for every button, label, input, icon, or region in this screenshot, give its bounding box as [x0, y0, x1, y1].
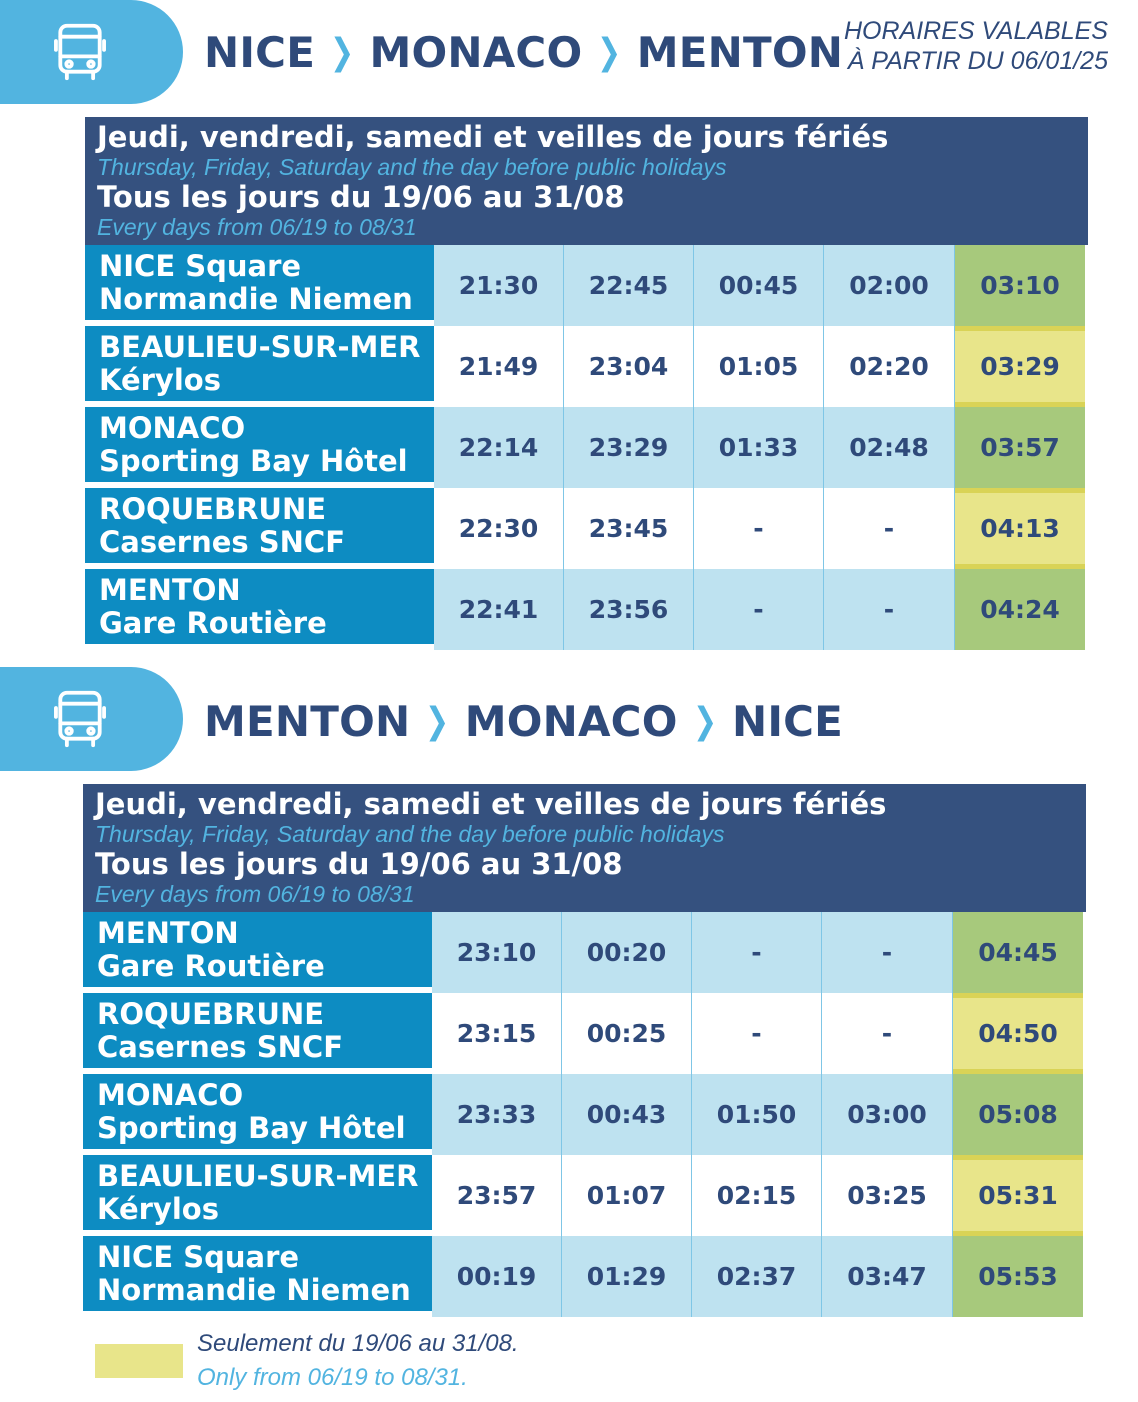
period-label-fr: Tous les jours du 19/06 au 31/08 [97, 180, 625, 214]
departure-time: 22:41 [434, 569, 564, 650]
stop-name [85, 569, 434, 650]
stop-name-line-1: MENTON [97, 915, 239, 950]
stop-name-line-1: NICE Square [97, 1239, 300, 1274]
departure-time: 01:29 [562, 1236, 692, 1317]
departure-time: 23:15 [432, 993, 562, 1074]
departure-time: - [694, 488, 824, 569]
departure-time: 23:45 [564, 488, 694, 569]
departure-time-seasonal: 05:31 [953, 1155, 1083, 1236]
stop-name-line-1: MONACO [99, 410, 246, 445]
chevron-right-icon: ❯ [425, 701, 450, 742]
departure-time-seasonal: 04:13 [955, 488, 1085, 569]
stop-name-line-1: BEAULIEU-SUR-MER [99, 329, 421, 364]
stop-name [85, 245, 434, 326]
departure-time: - [692, 993, 822, 1074]
stop-name-line-1: ROQUEBRUNE [97, 996, 325, 1031]
days-label-fr: Jeudi, vendredi, samedi et veilles de jours fériés [95, 787, 887, 821]
departure-time: 00:43 [562, 1074, 692, 1155]
route-title-outbound [204, 28, 843, 77]
departure-time-seasonal: 05:53 [953, 1236, 1083, 1317]
stop-name [83, 993, 432, 1074]
days-label-en: Thursday, Friday, Saturday and the day before public holidays [97, 154, 727, 180]
departure-time: 21:30 [434, 245, 564, 326]
schedule-table-outbound [85, 117, 1088, 650]
departure-time: 03:00 [822, 1074, 953, 1155]
stop-name [83, 912, 432, 993]
departure-time: 00:19 [432, 1236, 562, 1317]
departure-time: - [692, 912, 822, 993]
departure-time: 03:25 [822, 1155, 953, 1236]
stop-name-line-2: Normandie Niemen [97, 1272, 411, 1307]
departure-time: 03:47 [822, 1236, 953, 1317]
departure-time: - [822, 912, 953, 993]
stop-name-line-1: BEAULIEU-SUR-MER [97, 1158, 419, 1193]
chevron-right-icon: ❯ [330, 32, 355, 73]
route-origin: MENTON [204, 697, 411, 746]
bus-icon [45, 684, 115, 754]
departure-time: 01:33 [694, 407, 824, 488]
departure-time: 00:25 [562, 993, 692, 1074]
route-destination: NICE [731, 697, 844, 746]
period-label-fr: Tous les jours du 19/06 au 31/08 [95, 847, 623, 881]
departure-time: 23:33 [432, 1074, 562, 1155]
chevron-right-icon: ❯ [597, 32, 622, 73]
departure-time: 00:45 [694, 245, 824, 326]
stop-name [85, 326, 434, 407]
departure-time: 02:48 [824, 407, 955, 488]
departure-time-seasonal: 04:24 [955, 569, 1085, 650]
route-origin: NICE [204, 28, 316, 77]
stop-name [83, 1236, 432, 1317]
period-label-en: Every days from 06/19 to 08/31 [95, 881, 415, 907]
stop-name-line-2: Casernes SNCF [97, 1029, 344, 1064]
validity-line-1: HORAIRES VALABLES [843, 17, 1108, 45]
stop-name-line-2: Gare Routière [99, 605, 327, 640]
departure-time-seasonal: 05:08 [953, 1074, 1083, 1155]
route-via: MONACO [369, 28, 583, 77]
stop-name-line-2: Normandie Niemen [99, 281, 413, 316]
period-label-en: Every days from 06/19 to 08/31 [97, 214, 417, 240]
stop-name-line-2: Gare Routière [97, 948, 325, 983]
timetable-grid [85, 245, 1088, 650]
route-header-outbound [0, 0, 1138, 104]
departure-time: 02:00 [824, 245, 955, 326]
departure-time: 21:49 [434, 326, 564, 407]
route-title-inbound [204, 697, 843, 746]
bus-tab [0, 0, 183, 104]
departure-time-seasonal: 04:50 [953, 993, 1083, 1074]
schedule-header [85, 117, 1088, 245]
departure-time-seasonal: 03:10 [955, 245, 1085, 326]
bus-icon [45, 17, 115, 87]
route-destination: MENTON [636, 28, 844, 77]
departure-time: 23:56 [564, 569, 694, 650]
departure-time: 01:50 [692, 1074, 822, 1155]
departure-time-seasonal: 03:29 [955, 326, 1085, 407]
schedule-table-inbound [83, 784, 1086, 1317]
stop-name-line-1: NICE Square [99, 248, 302, 283]
departure-time: 22:45 [564, 245, 694, 326]
departure-time: 01:05 [694, 326, 824, 407]
departure-time: 23:04 [564, 326, 694, 407]
timetable-grid [83, 912, 1086, 1317]
route-header-inbound [0, 667, 1138, 771]
departure-time: 23:10 [432, 912, 562, 993]
stop-name-line-2: Kérylos [99, 362, 221, 397]
stop-name-line-2: Sporting Bay Hôtel [99, 443, 408, 478]
stop-name-line-1: MENTON [99, 572, 241, 607]
validity-note [844, 16, 1108, 76]
stop-name-line-1: MONACO [97, 1077, 244, 1112]
chevron-right-icon: ❯ [692, 701, 717, 742]
departure-time: 23:57 [432, 1155, 562, 1236]
stop-name-line-2: Casernes SNCF [99, 524, 346, 559]
stop-name-line-1: ROQUEBRUNE [99, 491, 327, 526]
days-label-fr: Jeudi, vendredi, samedi et veilles de jours fériés [97, 120, 889, 154]
departure-time: - [694, 569, 824, 650]
legend-swatch-yellow [95, 1344, 183, 1378]
departure-time: - [824, 569, 955, 650]
departure-time-seasonal: 03:57 [955, 407, 1085, 488]
departure-time: 01:07 [562, 1155, 692, 1236]
departure-time: 22:14 [434, 407, 564, 488]
stop-name [83, 1074, 432, 1155]
departure-time: 02:37 [692, 1236, 822, 1317]
days-label-en: Thursday, Friday, Saturday and the day before public holidays [95, 821, 725, 847]
stop-name [85, 488, 434, 569]
stop-name-line-2: Sporting Bay Hôtel [97, 1110, 406, 1145]
departure-time: 02:20 [824, 326, 955, 407]
departure-time: 00:20 [562, 912, 692, 993]
departure-time-seasonal: 04:45 [953, 912, 1083, 993]
route-via: MONACO [464, 697, 678, 746]
departure-time: 22:30 [434, 488, 564, 569]
stop-name [85, 407, 434, 488]
validity-line-2: À PARTIR DU 06/01/25 [847, 47, 1108, 75]
legend-text-fr: Seulement du 19/06 au 31/08. [197, 1330, 519, 1357]
stop-name-line-2: Kérylos [97, 1191, 219, 1226]
departure-time: 02:15 [692, 1155, 822, 1236]
departure-time: 23:29 [564, 407, 694, 488]
stop-name [83, 1155, 432, 1236]
departure-time: - [824, 488, 955, 569]
departure-time: - [822, 993, 953, 1074]
schedule-header [83, 784, 1086, 912]
legend-text-en: Only from 06/19 to 08/31. [197, 1364, 468, 1391]
bus-tab [0, 667, 183, 771]
